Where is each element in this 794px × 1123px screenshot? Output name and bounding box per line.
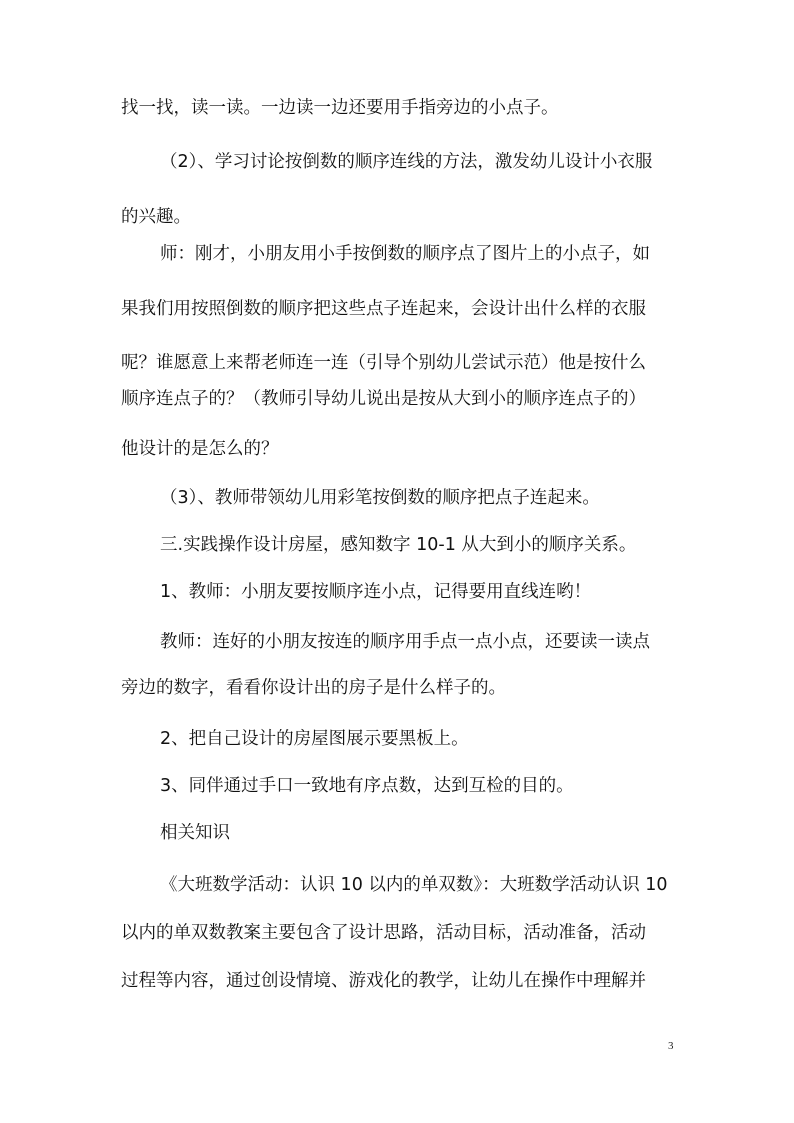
section-heading: 相关知识 [160,823,230,843]
paragraph-line: 顺序连点子的？（教师引导幼儿说出是按从大到小的顺序连点子的） [121,389,646,409]
paragraph-line: 教师：连好的小朋友按连的顺序用手点一点小点，还要读一读点 [160,632,650,652]
paragraph-line: 《大班数学活动：认识 10 以内的单双数》：大班数学活动认识 10 [160,875,668,895]
paragraph-line: 找一找，读一读。一边读一边还要用手指旁边的小点子。 [121,98,559,118]
page-number: 3 [668,1040,674,1052]
paragraph-line: （3）、教师带领幼儿用彩笔按倒数的顺序把点子连起来。 [160,488,600,508]
paragraph-line: 的兴趣。 [121,207,191,227]
paragraph-line: 果我们用按照倒数的顺序把这些点子连起来，会设计出什么样的衣服 [121,299,646,319]
paragraph-line: 2、把自己设计的房屋图展示要黑板上。 [160,729,469,749]
paragraph-line: 过程等内容，通过创设情境、游戏化的教学，让幼儿在操作中理解并 [121,971,646,991]
paragraph-line: 他设计的是怎么的？ [121,439,279,459]
paragraph-line: 师：刚才，小朋友用小手按倒数的顺序点了图片上的小点子，如 [160,244,650,264]
paragraph-line: 3、同伴通过手口一致地有序点数，达到互检的目的。 [160,776,574,796]
paragraph-line: 旁边的数字，看看你设计出的房子是什么样子的。 [121,678,506,698]
paragraph-line: （2）、学习讨论按倒数的顺序连线的方法，激发幼儿设计小衣服 [160,152,653,172]
paragraph-line: 1、教师：小朋友要按顺序连小点，记得要用直线连哟！ [160,582,592,602]
paragraph-line: 三.实践操作设计房屋，感知数字 10-1 从大到小的顺序关系。 [160,535,637,555]
paragraph-line: 以内的单双数教案主要包含了设计思路，活动目标，活动准备，活动 [121,923,646,943]
paragraph-line: 呢？谁愿意上来帮老师连一连（引导个别幼儿尝试示范）他是按什么 [121,353,646,373]
